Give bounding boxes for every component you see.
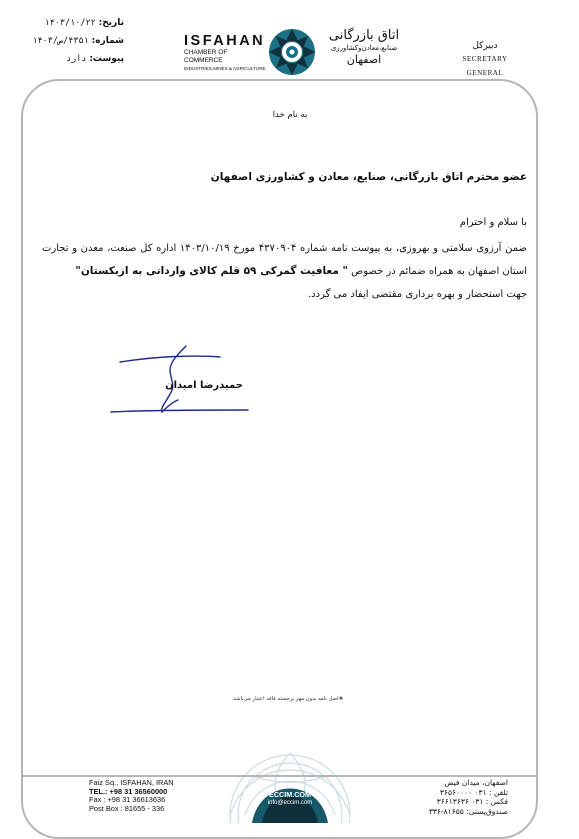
paragraph-subject: " معافیت گمرکی ۵۹ قلم کالای وارداتی به ازبکستان" (75, 265, 348, 277)
number-label: شماره: (91, 36, 124, 46)
pobox-fa: صندوق‌پستی: ۸۱۶۵۵-۳۳۶ (428, 806, 508, 816)
recipient-line: عضو محترم اتاق بازرگانی، صنایع، معادن و کشاورزی اصفهان (210, 171, 527, 183)
tel-en: TEL.: +98 31 36560000 (89, 786, 168, 796)
attachment-label: پیوست: (89, 54, 124, 64)
contact-english (89, 779, 174, 813)
date-label: تاریخ: (98, 18, 124, 28)
paragraph-part-1: ضمن آرزوی سلامتی و بهروزی، به پیوست نامه شماره ۴۳۷۰۹۰۴ مورخ ۱۴۰۳/۱۰/۱۹ اداره کل صنعت، معدن و تجارت استان اصفهان به همراه ضمائم در خصوص (42, 243, 527, 277)
brand-en-sub2: INDUSTRIES,MINES & AGRICULTURE (184, 66, 266, 71)
pobox-en: Post Box : 81655 - 336 (89, 803, 165, 813)
secretary-en: SECRETARY GENERAL (462, 55, 508, 77)
secretary-fa: دبیرکل (472, 41, 498, 51)
attachment-value: دارد (65, 54, 87, 64)
brand-persian (318, 28, 410, 67)
paragraph-part-2: جهت استحضار و بهره برداری مقتضی ایفاد می گردد. (308, 289, 527, 300)
tel-fa: تلفن : ۰۳۱ ۳۶۵۶۰۰۰۰ (439, 787, 508, 797)
letter-meta (6, 14, 124, 68)
brand-english (184, 34, 266, 72)
signatory-name: حمیدرضا امیدان (165, 380, 243, 391)
number-value: ۴۳۵۱/ص/۱۴۰۳ (32, 36, 89, 46)
validity-footnote: ❖اصل نامه بدون مهر برجسته فاقد اعتبار می‌باشد. (231, 696, 344, 702)
web-contact (262, 791, 318, 807)
signature (108, 342, 253, 422)
date-value: ۱۴۰۳/۱۰/۲۲ (44, 18, 96, 28)
fax-fa: فکس : ۰۳۱ ۳۶۶۱۳۶۳۶ (436, 797, 508, 807)
attachment-row (6, 50, 124, 68)
basmala: به نام خدا (272, 110, 308, 120)
contact-persian (408, 778, 508, 816)
fax-en: Fax : +98 31 36613636 (89, 795, 166, 805)
secretary-general-office (443, 40, 527, 80)
address-en: Faiz Sq., ISFAHAN, IRAN (89, 778, 174, 787)
brand-fa-line1: اتاق بازرگانی (328, 28, 400, 43)
letter-paragraph (42, 237, 527, 306)
address-fa: اصفهان، میدان فیض (444, 778, 508, 787)
brand-fa-line2: صنایع،معادن‌وکشاورزی (330, 44, 398, 52)
chamber-logo-icon (267, 27, 317, 77)
brand-en-sub1: CHAMBER OF COMMERCE (184, 49, 228, 64)
date-row (6, 14, 124, 32)
footer-rule (21, 775, 538, 777)
website-link[interactable]: ECCIM.COM (269, 790, 311, 799)
brand-en-main: ISFAHAN (184, 33, 266, 49)
email-link[interactable]: info@eccim.com (267, 800, 313, 806)
brand-fa-line3: اصفهان (346, 53, 382, 66)
number-row (6, 32, 124, 50)
greeting: با سلام و احترام (459, 217, 527, 228)
